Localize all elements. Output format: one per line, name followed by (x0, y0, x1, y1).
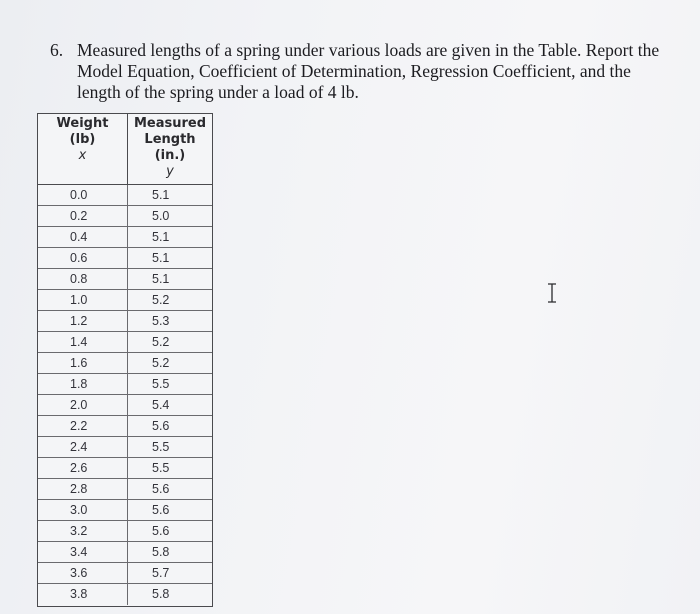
question-text: Measured lengths of a spring under various loads are given in the Table. Report the Model Equation, Coefficient of Determination, Regression Coefficient, and the length of the spring under a load of 4 lb. (77, 40, 660, 102)
table-row (38, 458, 212, 479)
weight-cell: 2.2 (38, 416, 128, 436)
length-cell: 5.8 (152, 545, 170, 559)
length-cell: 5.6 (152, 482, 170, 496)
length-cell: 5.6 (152, 503, 170, 517)
weight-header-symbol: x (78, 148, 87, 163)
length-cell: 5.5 (152, 377, 170, 391)
length-cell: 5.1 (152, 251, 170, 265)
data-table (37, 113, 213, 607)
length-cell: 5.7 (152, 566, 170, 580)
question-number: 6. (50, 40, 64, 60)
weight-cell: 1.2 (38, 311, 128, 331)
length-cell: 5.6 (152, 419, 170, 433)
length-cell: 5.2 (152, 335, 170, 349)
weight-cell: 0.4 (38, 227, 128, 247)
length-cell: 5.1 (152, 230, 170, 244)
weight-cell: 0.0 (38, 185, 128, 205)
length-cell: 5.2 (152, 293, 170, 307)
weight-cell: 3.4 (38, 542, 128, 562)
weight-cell: 3.8 (38, 584, 128, 605)
length-cell: 5.6 (152, 524, 170, 538)
table-row (38, 269, 212, 290)
table-row (38, 206, 212, 227)
table-row (38, 563, 212, 584)
weight-cell: 3.2 (38, 521, 128, 541)
table-header (38, 114, 212, 185)
weight-cell: 2.0 (38, 395, 128, 415)
length-header-title-2: Length (144, 132, 196, 147)
table-row (38, 521, 212, 542)
table-row (38, 248, 212, 269)
table-row (38, 437, 212, 458)
length-cell: 5.1 (152, 188, 170, 202)
table-row (38, 374, 212, 395)
weight-cell: 0.2 (38, 206, 128, 226)
weight-cell: 3.6 (38, 563, 128, 583)
weight-cell: 1.8 (38, 374, 128, 394)
table-row (38, 500, 212, 521)
table-row (38, 395, 212, 416)
length-header-unit: (in.) (154, 148, 186, 163)
weight-cell: 0.6 (38, 248, 128, 268)
table-row (38, 227, 212, 248)
question (50, 40, 670, 103)
weight-header (38, 114, 128, 184)
length-header-title: Measured (133, 116, 207, 131)
length-cell: 5.5 (152, 461, 170, 475)
weight-header-unit: (lb) (69, 132, 96, 147)
table-row (38, 290, 212, 311)
weight-cell: 2.4 (38, 437, 128, 457)
weight-cell: 1.6 (38, 353, 128, 373)
weight-header-title: Weight (56, 116, 109, 131)
weight-cell: 3.0 (38, 500, 128, 520)
length-header-symbol: y (166, 164, 174, 179)
length-cell: 5.1 (152, 272, 170, 286)
weight-cell: 1.0 (38, 290, 128, 310)
weight-cell: 2.8 (38, 479, 128, 499)
length-header (128, 114, 212, 184)
weight-cell: 2.6 (38, 458, 128, 478)
table-row (38, 479, 212, 500)
weight-cell: 0.8 (38, 269, 128, 289)
weight-cell: 1.4 (38, 332, 128, 352)
table-row (38, 185, 212, 206)
length-cell: 5.8 (152, 587, 170, 601)
table-row (38, 311, 212, 332)
length-cell: 5.3 (152, 314, 170, 328)
length-cell: 5.0 (152, 209, 170, 223)
table-body (38, 185, 212, 605)
text-cursor-icon (546, 283, 558, 303)
table-row (38, 353, 212, 374)
length-cell: 5.2 (152, 356, 170, 370)
table-row (38, 584, 212, 605)
length-cell: 5.4 (152, 398, 170, 412)
table-row (38, 416, 212, 437)
table-row (38, 332, 212, 353)
length-cell: 5.5 (152, 440, 170, 454)
table-row (38, 542, 212, 563)
